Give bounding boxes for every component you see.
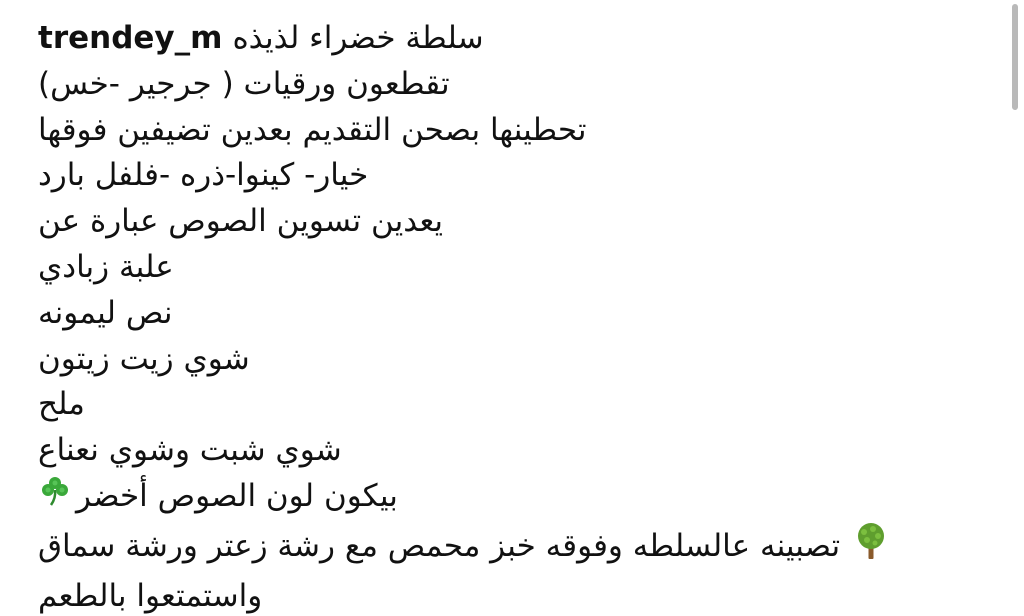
caption-line: علبة زبادي — [38, 248, 174, 285]
deciduous-tree-icon — [854, 522, 888, 574]
caption-line: نص ليمونه — [38, 294, 173, 331]
caption-line: تصبينه عالسلطه وفوقه خبز محمص مع رشة زعتر ورشة سماق — [38, 522, 968, 574]
caption-line: يعدين تسوين الصوص عبارة عن — [38, 203, 444, 240]
caption-title-line — [38, 16, 968, 62]
caption-line: واستمتعوا بالطعم — [38, 577, 263, 614]
username-link[interactable]: trendey_m — [38, 20, 223, 56]
shamrock-icon — [38, 474, 72, 522]
vertical-scrollbar[interactable] — [1012, 4, 1018, 110]
caption-line: تقطعون ورقيات ( جرجير -خس) — [38, 65, 450, 102]
caption-line: تحطينها بصحن التقديم بعدين تضيفين فوقها — [38, 111, 587, 148]
caption-line: شوي شبت وشوي نعناع — [38, 432, 342, 469]
caption-line: ملح — [38, 386, 85, 423]
recipe-title: سلطة خضراء لذيذه — [232, 20, 484, 56]
caption-line: خيار- كينوا-ذره -فلفل بارد — [38, 157, 369, 194]
caption-line: شوي زيت زيتون — [38, 340, 250, 377]
caption-line: بيكون لون الصوص أخضر — [38, 474, 968, 522]
caption-text — [38, 16, 968, 616]
